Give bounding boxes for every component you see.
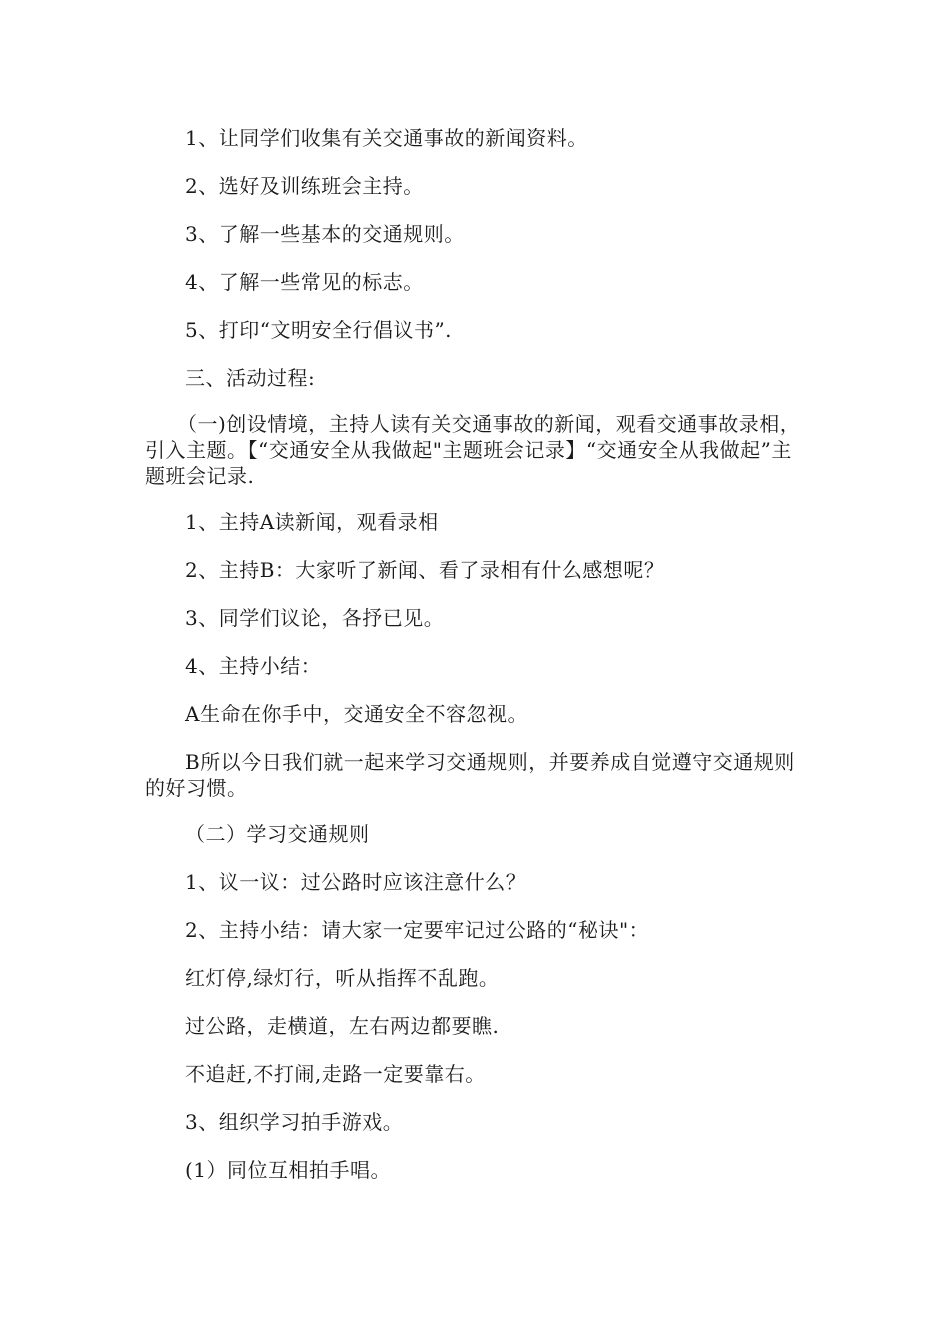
paragraph-clap-game: 3、组织学习拍手游戏。 (185, 1110, 404, 1134)
paragraph-prep-3: 3、了解一些基本的交通规则。 (185, 222, 465, 246)
paragraph-discussion: 3、同学们议论，各抒已见。 (185, 606, 445, 630)
paragraph-summary-b: B所以今日我们就一起来学习交通规则，并要养成自觉遵守交通规则的好习惯。 (145, 750, 795, 800)
paragraph-prep-1: 1、让同学们收集有关交通事故的新闻资料。 (185, 126, 588, 150)
paragraph-scenario: （一)创设情境，主持人读有关交通事故的新闻，观看交通事故录相，引入主题。【“交通安全从我做起"主题班会记录】“交通安全从我做起”主题班会记录. (145, 412, 801, 488)
paragraph-host-b: 2、主持B：大家听了新闻、看了录相有什么感想呢？ (185, 558, 665, 582)
paragraph-rhyme-1: 红灯停,绿灯行，听从指挥不乱跑。 (185, 966, 500, 990)
paragraph-summary-heading: 4、主持小结： (185, 654, 322, 678)
section-heading-rules: （二）学习交通规则 (185, 822, 370, 846)
paragraph-prep-4: 4、了解一些常见的标志。 (185, 270, 424, 294)
paragraph-rhyme-3: 不追赶,不打闹,走路一定要靠右。 (185, 1062, 486, 1086)
paragraph-host-a: 1、主持A读新闻，观看录相 (185, 510, 439, 534)
section-heading-process: 三、活动过程: (185, 366, 316, 390)
paragraph-host-summary: 2、主持小结：请大家一定要牢记过公路的“秘诀"： (185, 918, 650, 942)
paragraph-prep-2: 2、选好及训练班会主持。 (185, 174, 424, 198)
paragraph-summary-a: A生命在你手中，交通安全不容忽视。 (185, 702, 528, 726)
paragraph-clap-pairs: (1）同位互相拍手唱。 (185, 1158, 392, 1182)
paragraph-rhyme-2: 过公路，走横道，左右两边都要瞧. (185, 1014, 500, 1038)
paragraph-discuss-road: 1、议一议：过公路时应该注意什么？ (185, 870, 527, 894)
paragraph-prep-5: 5、打印“文明安全行倡议书”. (185, 318, 453, 342)
